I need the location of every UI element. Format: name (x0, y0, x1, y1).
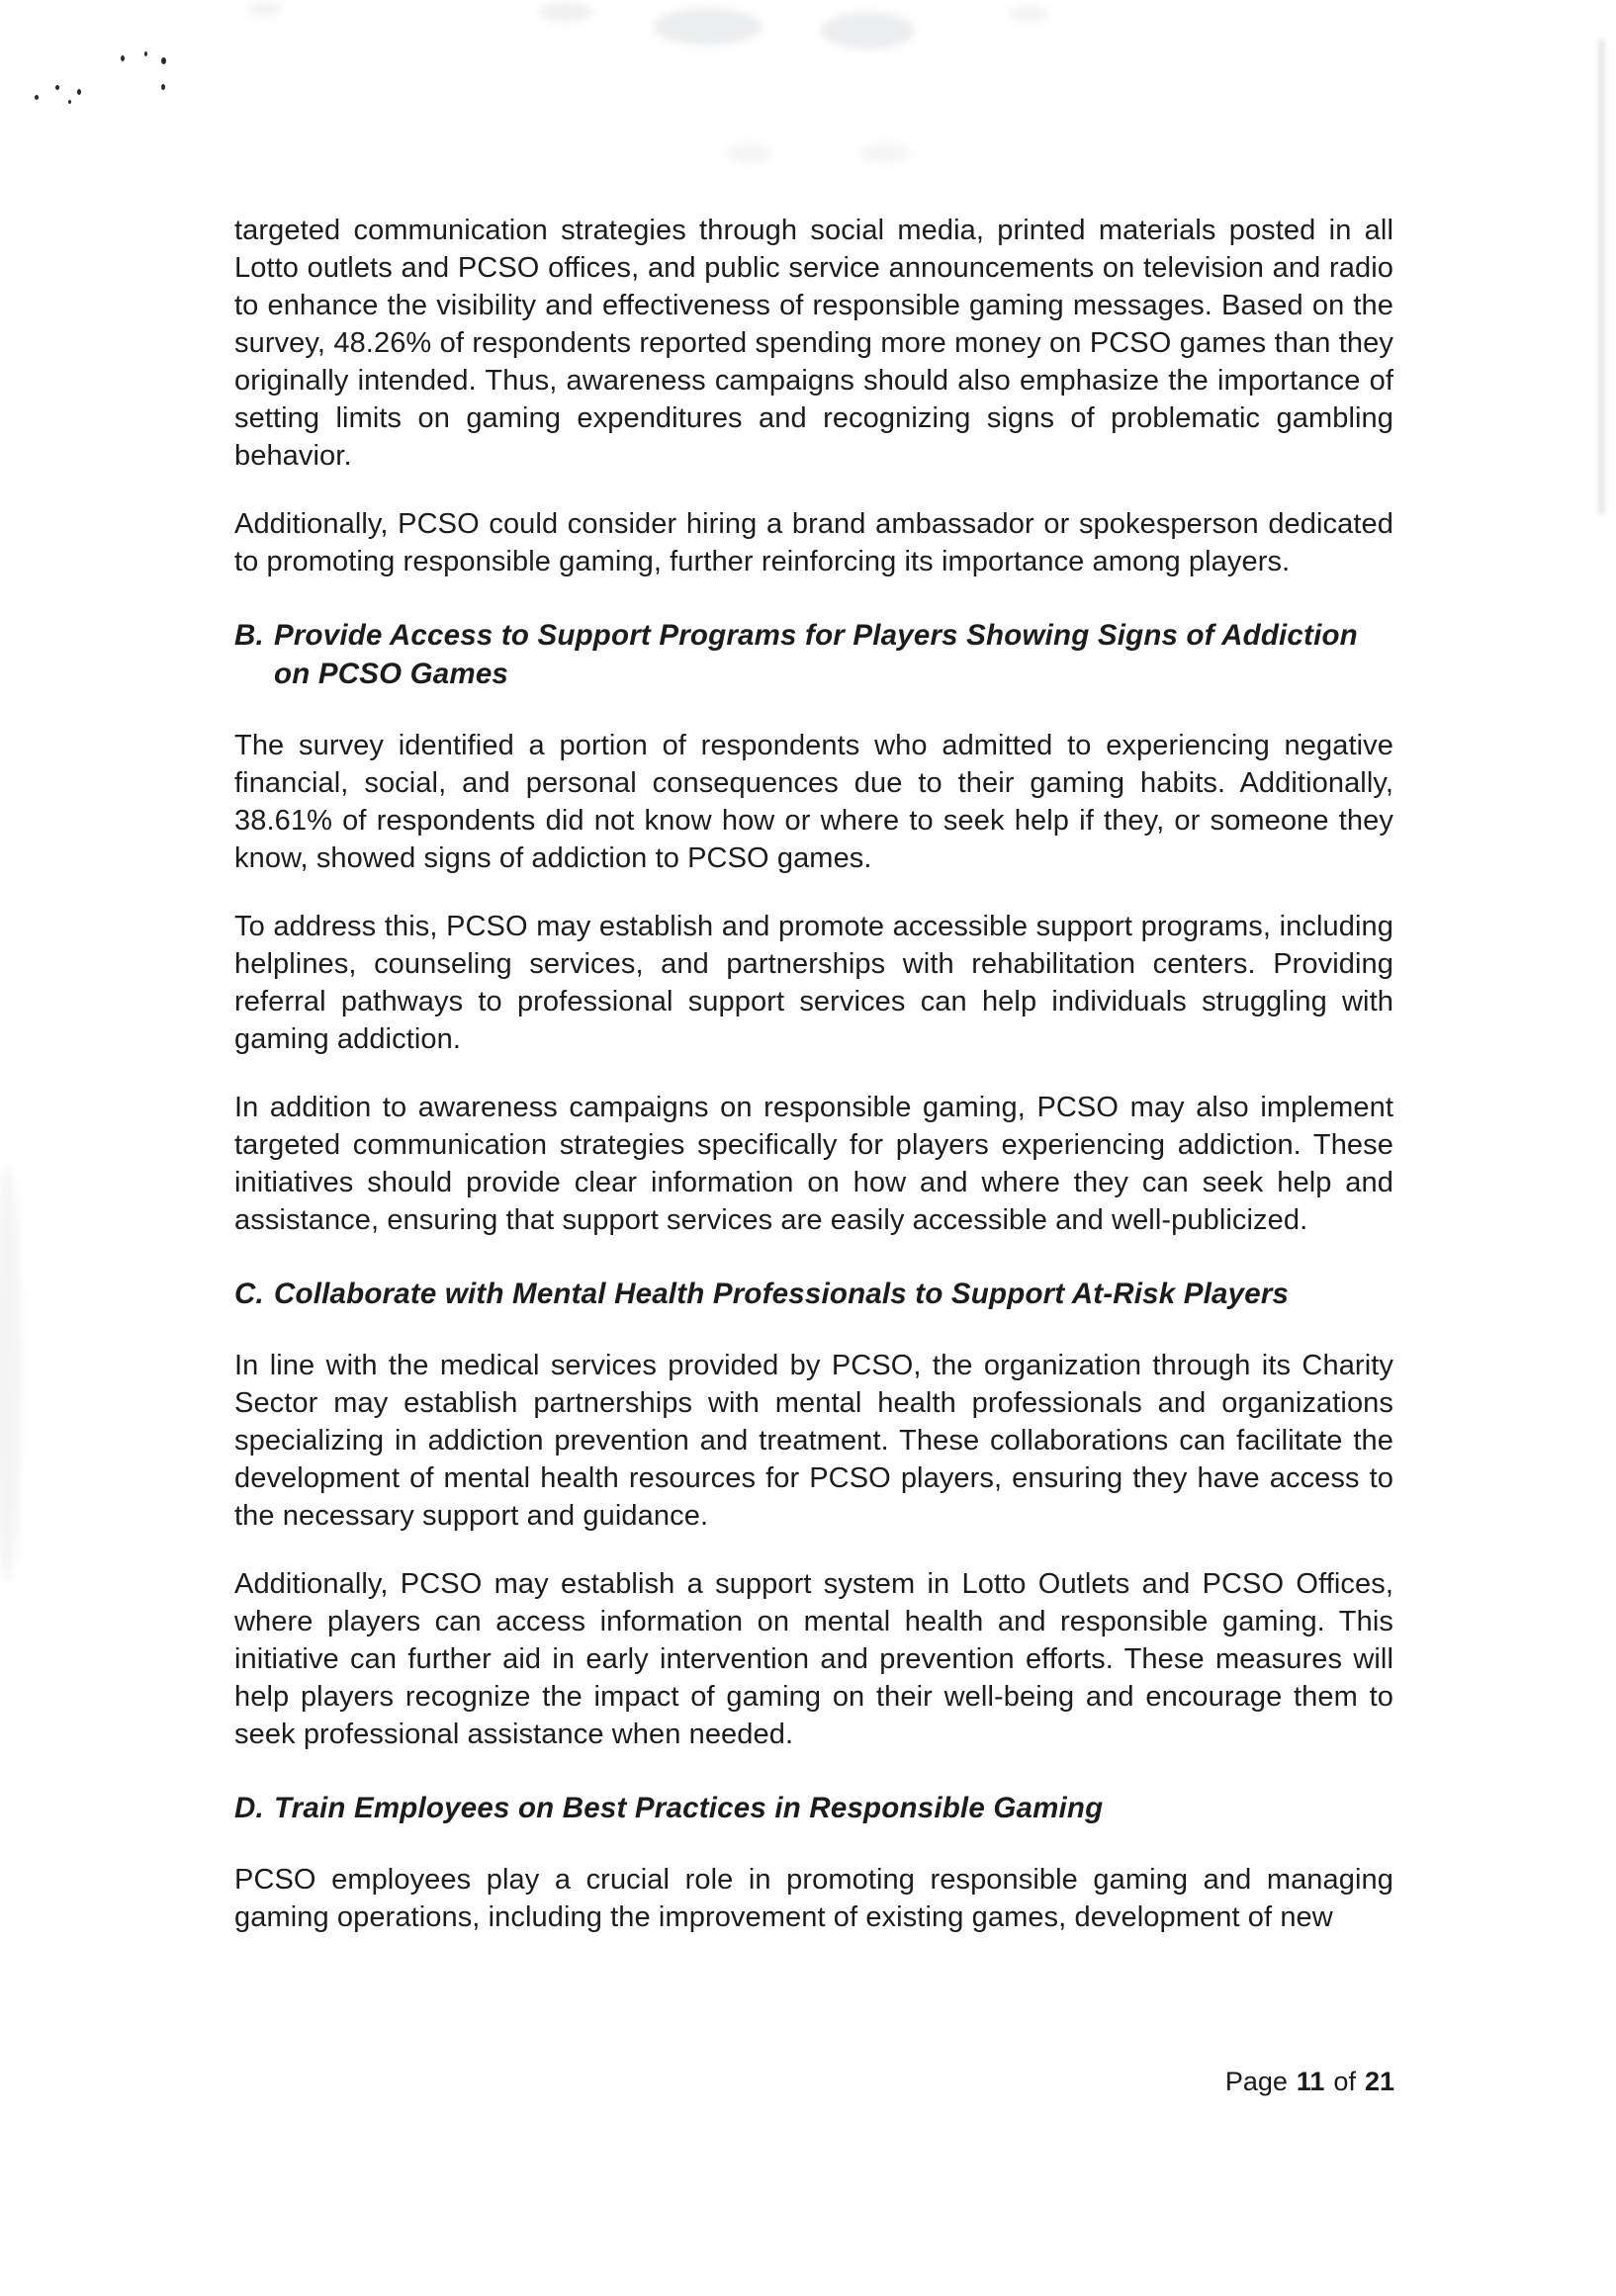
section-title: Provide Access to Support Programs for Players Showing Signs of Addiction on PCSO Games (274, 619, 1358, 690)
scan-artifact (727, 143, 771, 163)
scan-artifact (860, 143, 910, 163)
section-heading-d (234, 1789, 1393, 1827)
section-title: Collaborate with Mental Health Professionals to Support At-Risk Players (274, 1278, 1290, 1310)
section-letter: D. (234, 1792, 264, 1824)
footer-total-pages: 21 (1364, 2067, 1394, 2096)
page-footer (1225, 2065, 1394, 2098)
section-heading-c (234, 1275, 1393, 1313)
scan-artifact (55, 85, 59, 90)
footer-page-word: Page (1224, 2067, 1288, 2096)
section-letter: B. (234, 619, 264, 652)
scan-artifact (68, 100, 71, 104)
paragraph-employee-role: PCSO employees play a crucial role in promoting responsible gaming and managing gaming operations, including the improvement of existing games, development of new (234, 1864, 1393, 1933)
paragraph-support-programs: To address this, PCSO may establish and promote accessible support programs, including helplines, counseling services, and partnerships with rehabilitation centers. Providing referral pathways to professional support services can help individuals struggling with gaming addiction. (234, 911, 1393, 1055)
footer-of-word: of (1333, 2067, 1356, 2096)
section-title: Train Employees on Best Practices in Responsible Gaming (274, 1792, 1104, 1824)
scan-artifact (1009, 6, 1048, 22)
scan-artifact (247, 2, 282, 16)
scan-artifact (35, 95, 39, 100)
scan-artifact (121, 55, 125, 61)
document-body (234, 212, 1393, 1936)
scan-artifact (77, 89, 81, 95)
paragraph-brand-ambassador: Additionally, PCSO could consider hiring a brand ambassador or spokesperson dedicated to promoting responsible gaming, further reinforcing its importance among players. (234, 508, 1393, 577)
paragraph-lotto-outlet-support-system: Additionally, PCSO may establish a support system in Lotto Outlets and PCSO Offices, where players can access information on mental health and responsible gaming. This initiative can further aid in early intervention and prevention efforts. These measures will help players recognize the impact of gaming on their well-being and encourage them to seek professional assistance when needed. (234, 1568, 1393, 1750)
scan-artifact (1598, 40, 1605, 514)
paragraph-charity-sector-partnerships: In line with the medical services provided by PCSO, the organization through its Charity Sector may establish partnerships with mental health professionals and organizations specializing in addiction prevention and treatment. These collaborations can facilitate the development of mental health resources for PCSO players, ensuring they have access to the necessary support and guidance. (234, 1350, 1393, 1532)
scan-artifact (0, 1167, 22, 1582)
section-heading-b (234, 616, 1393, 693)
section-letter: C. (234, 1278, 264, 1310)
scan-artifact (539, 2, 593, 22)
scan-artifact (161, 57, 166, 64)
paragraph-targeted-communication: In addition to awareness campaigns on responsible gaming, PCSO may also implement targeted communication strategies specifically for players experiencing addiction. These initiatives should provide clear information on how and where they can seek help and assistance, ensuring that support services are easily accessible and well-publicized. (234, 1092, 1393, 1236)
paragraph-awareness-campaigns: targeted communication strategies through social media, printed materials posted in all Lotto outlets and PCSO offices, and public service announcements on television and radio to enhance the visibility and effectiveness of responsible gaming messages. Based on the survey, 48.26% of respondents reported spending more money on PCSO games than they originally intended. Thus, awareness campaigns should also emphasize the importance of setting limits on gaming expenditures and recognizing signs of problematic gambling behavior. (234, 215, 1393, 472)
scan-artifact (653, 8, 762, 45)
paragraph-survey-negative-consequences: The survey identified a portion of respondents who admitted to experiencing negative financial, social, and personal consequences due to their gaming habits. Additionally, 38.61% of respondents did not know how or where to seek help if they, or someone they know, showed signs of addiction to PCSO games. (234, 730, 1393, 874)
scan-artifact (144, 51, 147, 56)
scan-artifact (161, 84, 165, 90)
scan-artifact (821, 12, 915, 49)
footer-page-number: 11 (1296, 2067, 1325, 2096)
